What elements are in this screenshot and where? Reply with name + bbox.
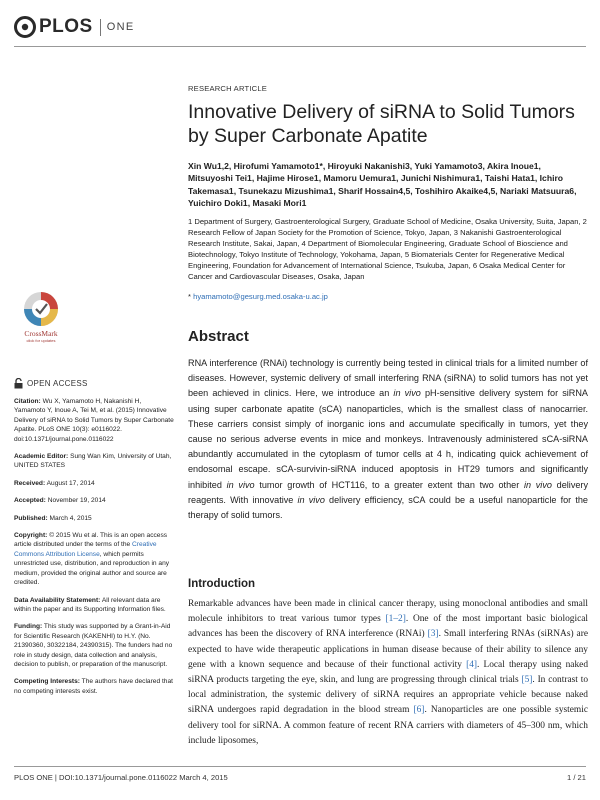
- intro-text: . In contrast to local administration, the systemic delivery of siRNA requires an appropriate vehicle because naked siRNA undergoes rapid degradation in the blood stream: [188, 675, 589, 716]
- published-label: Published:: [14, 514, 48, 522]
- published-block: [14, 514, 174, 523]
- copyright-block: [14, 531, 174, 587]
- accepted-date: November 19, 2014: [47, 497, 106, 505]
- abstract-italic: in vivo: [297, 494, 325, 505]
- affiliations: 1 Department of Surgery, Gastroenterological Surgery, Graduate School of Medicine, Osaka University, Suita, Japan, 2 Research Fellow of Japan Society for the Promotion of Science, Tokyo, Japan, 3 Nakanishi Gastroenterological Research Institute, Sakai, Japan, 4 Department of Biomolecular Engineering, Graduate School of Bioscience and Biotechnology, Tokyo Institute of Technology, Yokohama, Japan, 5 Biomaterials Center for Regenerative Medical Engineering, Foundation for Advancement of International Science, Tsukuba, Japan, 6 Osaka Medical Center for Cancer and Cardiovascular Diseases, Osaka, Japan: [188, 217, 587, 281]
- abstract-heading: Abstract: [188, 328, 249, 345]
- copyright-pre: © 2015 Wu et al. This is an open access article distributed under the terms of the: [14, 532, 168, 549]
- page-number: 1 / 21: [567, 773, 586, 782]
- editor-text: Sung Wan Kim, University of Utah, UNITED STATES: [14, 453, 172, 470]
- funding-text: This study was supported by a Grant-in-Aid for Scientific Research (KAKENHI) to H.Y. (No. 21390360, 30322184, 24390315). The funders had no role in study design, data collection and analysis, decision to publish, or preparation of the manuscript.: [14, 623, 173, 668]
- abstract-body: [188, 356, 588, 523]
- accepted-label: Accepted:: [14, 497, 46, 505]
- editor-label: Academic Editor:: [14, 453, 69, 461]
- abstract-italic: in vivo: [523, 479, 552, 490]
- abstract-text: delivery reagents. With innovative: [188, 479, 588, 505]
- funding-block: [14, 622, 174, 669]
- citation-link[interactable]: [6]: [413, 705, 425, 716]
- competing-text: The authors have declared that no competing interests exist.: [14, 678, 173, 695]
- footer-citation: PLOS ONE | DOI:10.1371/journal.pone.0116022 March 4, 2015: [14, 773, 228, 782]
- header-rule: [14, 46, 586, 47]
- abstract-text: tumor growth of HCT116, to a greater extent than two other: [254, 479, 524, 490]
- intro-text: . Small interfering RNAs (siRNAs) are expected to have wide therapeutic applications in human disease because of their ability to silence any gene with a known sequence and because of their functional activity: [188, 629, 588, 670]
- corresponding-email: [188, 292, 328, 301]
- received-date: August 17, 2014: [46, 479, 95, 487]
- citation-text: Wu X, Yamamoto H, Nakanishi H, Yamamoto Y, Inoue A, Tei M, et al. (2015) Innovative Delivery of siRNA to Solid Tumors by Super Carbonate Apatite. PLoS ONE 10(3): e0116022. doi:10.1371/journal.pone.0116022: [14, 398, 174, 443]
- intro-text: Remarkable advances have been made in clinical cancer therapy, using monoclonal antibodies and small molecule inhibitors to treat various tumor types: [188, 599, 588, 625]
- abstract-text: RNA interference (RNAi) technology is currently being tested in clinical trials for a limited number of diseases. However, systemic delivery of small interfering RNA (siRNA) to solid tumors has not yet been achieved in clinics. Here, we introduce an: [188, 358, 588, 399]
- editor-block: [14, 452, 174, 471]
- author-list: Xin Wu1,2, Hirofumi Yamamoto1*, Hiroyuki Nakanishi3, Yuki Yamamoto3, Akira Inoue1, Mitsuyoshi Tei1, Hajime Hirose1, Mamoru Uemura1, Junichi Nishimura1, Taishi Hata1, Ichiro Takemasa1, Tsunekazu Mizushima1, Sharif Hossain4,5, Toshihiro Akaike4,5, Nariaki Matsuura6, Yuichiro Doki1, Masaki Mori1: [188, 161, 577, 209]
- citation-block: [14, 397, 174, 444]
- logo-divider: [100, 19, 101, 36]
- funding-label: Funding:: [14, 623, 43, 631]
- email-marker: *: [188, 292, 191, 301]
- logo-brand: PLOS: [39, 16, 93, 37]
- abstract-italic: in vivo: [226, 479, 255, 490]
- citation-link[interactable]: [1–2]: [385, 614, 406, 625]
- logo-journal: ONE: [106, 21, 135, 33]
- crossmark-icon: [14, 290, 68, 328]
- intro-text: . Local therapy using naked siRNA products targeting the eye, skin, and lung are progressing through clinical trials: [188, 659, 589, 686]
- copyright-label: Copyright:: [14, 532, 48, 540]
- citation-link[interactable]: [4]: [466, 659, 478, 670]
- published-date: March 4, 2015: [49, 514, 92, 522]
- footer-rule: [14, 766, 586, 767]
- citation-label: Citation:: [14, 398, 41, 405]
- accepted-block: [14, 496, 174, 505]
- introduction-heading: Introduction: [188, 578, 256, 590]
- received-block: [14, 479, 174, 488]
- data-text: All relevant data are within the paper and its Supporting Information files.: [14, 596, 166, 613]
- crossmark-label: CrossMark: [24, 329, 58, 338]
- crossmark-sub: click for updates: [26, 338, 56, 343]
- open-access-label: OPEN ACCESS: [27, 378, 88, 388]
- abstract-text: delivery efficiency, sCA could be a useful nanoparticle for the therapy of solid tumors.: [188, 494, 588, 521]
- article-title: Innovative Delivery of siRNA to Solid Tumors by Super Carbonate Apatite: [188, 101, 575, 147]
- copyright-post: , which permits unrestricted use, distribution, and reproduction in any medium, provided the original author and source are credited.: [14, 550, 170, 587]
- license-link[interactable]: Creative Commons Attribution License: [14, 541, 157, 558]
- competing-label: Competing Interests:: [14, 678, 80, 686]
- received-label: Received:: [14, 479, 46, 487]
- crossmark-badge[interactable]: [14, 290, 68, 343]
- introduction-body: [188, 597, 588, 749]
- plos-one-logo[interactable]: [14, 12, 134, 42]
- article-type: RESEARCH ARTICLE: [188, 84, 268, 93]
- journal-header: [14, 12, 586, 46]
- citation-link[interactable]: [3]: [427, 629, 439, 640]
- competing-block: [14, 677, 174, 696]
- open-access-badge: [14, 378, 174, 389]
- data-availability-block: [14, 596, 174, 615]
- data-label: Data Availability Statement:: [14, 596, 101, 604]
- article-metadata: [14, 378, 174, 704]
- email-link[interactable]: hyamamoto@gesurg.med.osaka-u.ac.jp: [193, 292, 328, 301]
- intro-text: . Nanoparticles are one possible systemic delivery tool for siRNA. A common feature of recent RNA carriers with diameters of 45–300 nm, which include liposomes,: [188, 705, 588, 746]
- open-lock-icon: [14, 378, 23, 389]
- abstract-italic: in vivo: [393, 388, 421, 399]
- abstract-text: pH-sensitive delivery system for siRNA using super carbonate apatite (sCA) nanoparticles, which is the smallest class of nanocarrier. These carriers consist simply of inorganic ions and accumulate specifically in tumors, yet they cause no serious adverse events in mice and monkeys. Intravenously administered sCA-siRNA abundantly accumulated in the cytoplasm of tumor cells at 4 h, indicating quick achievement of endosomal escape. sCA-survivin-siRNA induced apoptosis in HT29 tumors and significantly inhibited: [188, 388, 589, 490]
- plos-logo-icon: [14, 16, 36, 38]
- citation-link[interactable]: [5]: [521, 675, 533, 686]
- intro-text: . One of the most important basic biological advances has been the discovery of RNA interference (RNAi): [188, 614, 588, 640]
